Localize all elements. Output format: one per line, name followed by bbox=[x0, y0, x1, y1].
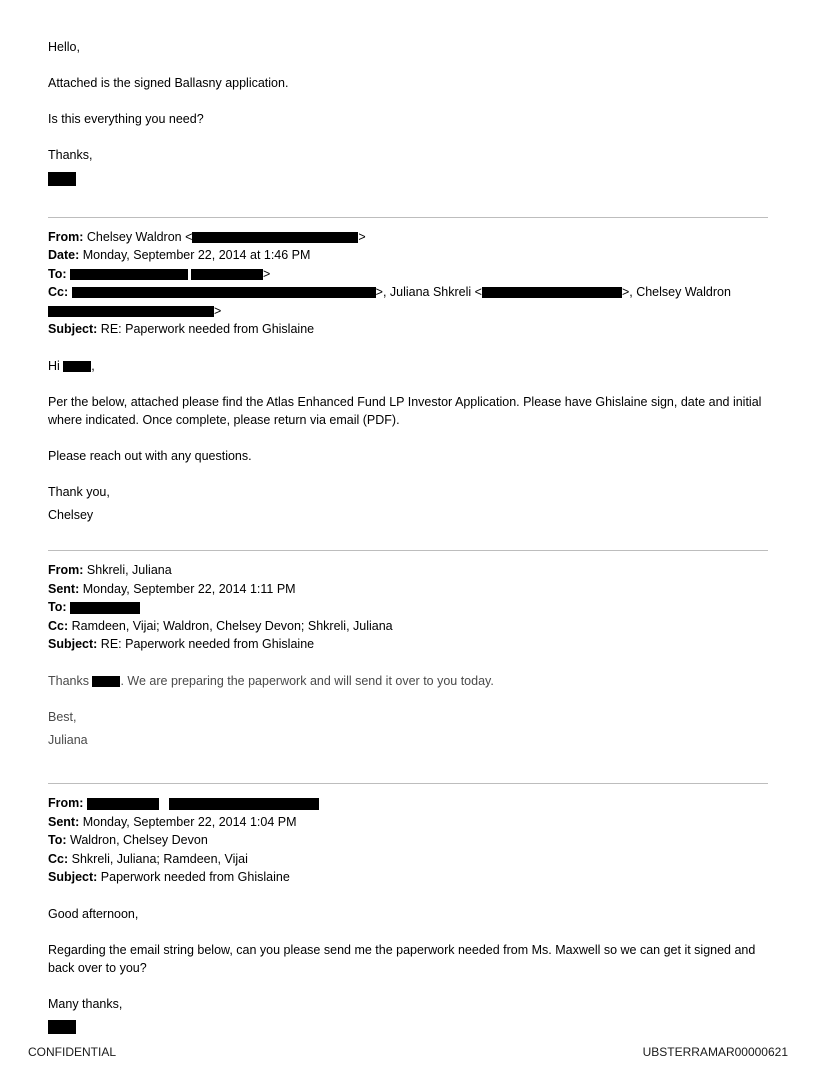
email-thread bbox=[48, 38, 768, 1039]
message-1-cc bbox=[48, 283, 768, 320]
message-3-headers bbox=[48, 794, 768, 887]
message-2-subject bbox=[48, 635, 768, 654]
redaction-block bbox=[48, 172, 76, 186]
message-2-sent bbox=[48, 580, 768, 599]
redaction-block bbox=[48, 306, 214, 317]
page-footer bbox=[28, 1045, 788, 1059]
message-2-cc bbox=[48, 617, 768, 636]
message-3-from bbox=[48, 794, 768, 813]
message-1-from bbox=[48, 228, 768, 247]
message-divider bbox=[48, 783, 768, 784]
sent-label: Sent: bbox=[48, 814, 80, 829]
message-3-body bbox=[48, 905, 768, 1040]
from-label: From: bbox=[48, 796, 84, 811]
message-1-closing-1: Thank you, bbox=[48, 485, 110, 499]
from-label: From: bbox=[48, 563, 84, 578]
line-prefix: Thanks bbox=[48, 673, 89, 688]
sent-value: Monday, September 22, 2014 1:04 PM bbox=[82, 814, 297, 829]
redaction-block bbox=[87, 798, 159, 810]
redaction-block bbox=[70, 269, 188, 280]
from-value: Shkreli, Juliana bbox=[86, 563, 172, 578]
top-greeting: Hello, bbox=[48, 40, 80, 54]
redaction-block bbox=[482, 287, 622, 298]
redaction-block bbox=[169, 798, 319, 810]
subject-value: RE: Paperwork needed from Ghislaine bbox=[100, 637, 315, 652]
subject-label: Subject: bbox=[48, 870, 98, 885]
redaction-block bbox=[70, 602, 140, 614]
message-top bbox=[48, 38, 768, 191]
message-2-closing-2: Juliana bbox=[48, 733, 88, 747]
from-label: From: bbox=[48, 229, 84, 244]
message-2-headers bbox=[48, 561, 768, 654]
redaction-block bbox=[63, 361, 91, 372]
message-divider bbox=[48, 550, 768, 551]
message-2-closing-1: Best, bbox=[48, 709, 77, 724]
subject-value: Paperwork needed from Ghislaine bbox=[100, 870, 290, 885]
message-3-para-1: Regarding the email string below, can you please send me the paperwork needed from Ms. Maxwell so we can get it signed and back over to you? bbox=[48, 942, 756, 975]
message-2-line bbox=[48, 672, 768, 690]
message-3-cc bbox=[48, 850, 768, 869]
cc-value: Shkreli, Juliana; Ramdeen, Vijai bbox=[71, 851, 248, 866]
cc-part-3: > bbox=[214, 303, 222, 318]
to-label: To: bbox=[48, 833, 67, 848]
message-2-body bbox=[48, 672, 768, 749]
message-2-from bbox=[48, 561, 768, 580]
from-value: Chelsey Waldron < bbox=[86, 229, 193, 244]
subject-label: Subject: bbox=[48, 637, 98, 652]
message-1-to bbox=[48, 265, 768, 284]
cc-label: Cc: bbox=[48, 285, 69, 299]
to-value: Waldron, Chelsey Devon bbox=[70, 833, 208, 848]
cc-label: Cc: bbox=[48, 618, 69, 633]
subject-label: Subject: bbox=[48, 322, 98, 336]
confidential-label: CONFIDENTIAL bbox=[28, 1045, 117, 1059]
redaction-block bbox=[72, 287, 376, 298]
top-line-1: Attached is the signed Ballasny application. bbox=[48, 76, 289, 91]
redaction-block bbox=[192, 232, 358, 243]
message-1-subject bbox=[48, 320, 768, 339]
cc-part-1: >, Juliana Shkreli < bbox=[375, 285, 482, 299]
to-value: > bbox=[263, 266, 271, 281]
redaction-block bbox=[92, 676, 120, 687]
to-label: To: bbox=[48, 600, 67, 615]
sent-value: Monday, September 22, 2014 1:11 PM bbox=[82, 581, 296, 596]
message-1-para-2: Please reach out with any questions. bbox=[48, 448, 252, 463]
message-1-greeting bbox=[48, 357, 768, 375]
bates-number: UBSTERRAMAR00000621 bbox=[642, 1045, 788, 1059]
message-2-to bbox=[48, 598, 768, 617]
redaction-block bbox=[48, 1020, 76, 1034]
cc-part-2: >, Chelsey Waldron bbox=[621, 285, 731, 299]
cc-label: Cc: bbox=[48, 851, 69, 866]
message-3-greeting: Good afternoon, bbox=[48, 906, 139, 921]
message-divider bbox=[48, 217, 768, 218]
date-value: Monday, September 22, 2014 at 1:46 PM bbox=[82, 248, 311, 262]
line-suffix: . We are preparing the paperwork and will send it over to you today. bbox=[120, 673, 494, 688]
message-1-date bbox=[48, 246, 768, 265]
redaction-block bbox=[191, 269, 263, 280]
greeting-prefix: Hi bbox=[48, 358, 60, 373]
cc-value: Ramdeen, Vijai; Waldron, Chelsey Devon; Shkreli, Juliana bbox=[71, 618, 393, 633]
message-1-para-1: Per the below, attached please find the Atlas Enhanced Fund LP Investor Application. Please have Ghislaine sign, date and initial where indicated. Once complete, please return via email (PDF). bbox=[48, 394, 762, 427]
message-3-sent bbox=[48, 813, 768, 832]
message-3-closing: Many thanks, bbox=[48, 997, 123, 1011]
message-1-headers bbox=[48, 228, 768, 339]
top-line-2: Is this everything you need? bbox=[48, 112, 204, 127]
top-closing: Thanks, bbox=[48, 148, 93, 163]
date-label: Date: bbox=[48, 248, 80, 262]
greeting-suffix: , bbox=[91, 358, 95, 373]
message-1-closing-2: Chelsey bbox=[48, 508, 94, 523]
subject-value: RE: Paperwork needed from Ghislaine bbox=[100, 322, 315, 336]
sent-label: Sent: bbox=[48, 581, 80, 596]
from-suffix: > bbox=[358, 229, 366, 244]
message-3-subject bbox=[48, 868, 768, 887]
message-3-to bbox=[48, 831, 768, 850]
message-1-body bbox=[48, 357, 768, 525]
to-label: To: bbox=[48, 266, 67, 281]
